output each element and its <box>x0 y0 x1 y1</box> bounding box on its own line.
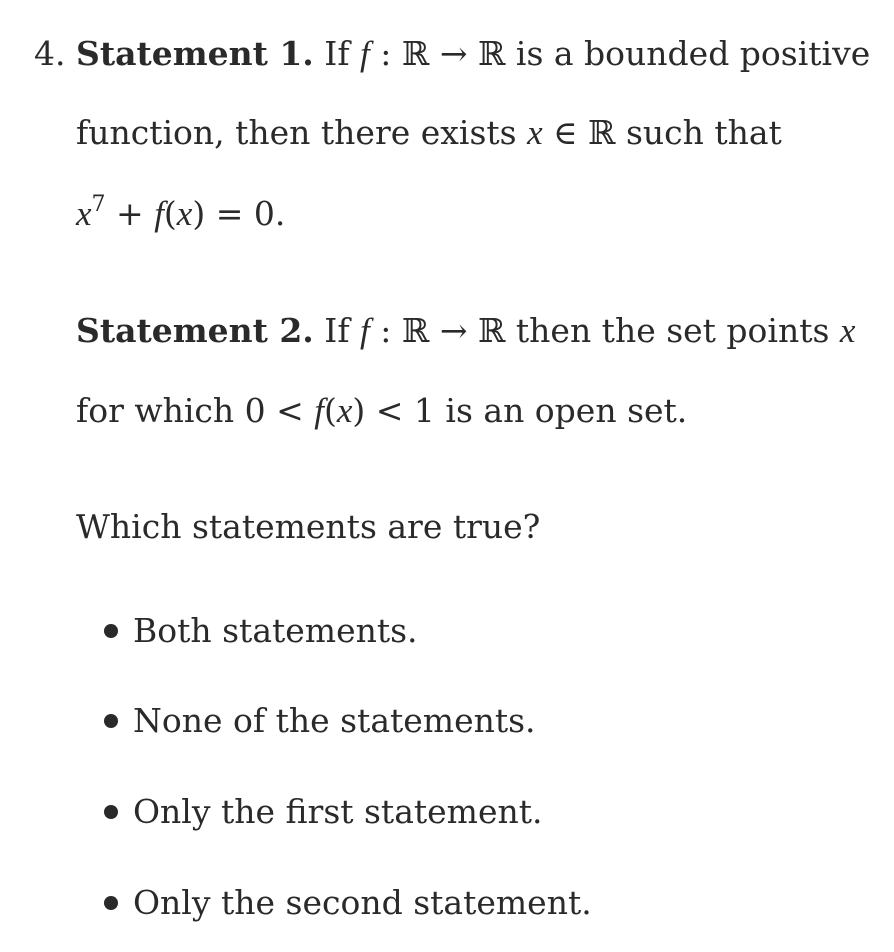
statement-1-text-2: function, then there exists x ∈ ℝ such that <box>76 113 782 152</box>
bullet-icon <box>104 805 118 819</box>
option-first: Only the first statement. <box>133 792 543 831</box>
option-both: Both statements. <box>133 611 418 650</box>
statement-2-text-1: If f : ℝ → ℝ then the set points x <box>324 311 856 350</box>
bullet-icon <box>104 896 118 910</box>
option-second: Only the second statement. <box>133 883 592 922</box>
statement-2-line-2 <box>76 391 687 431</box>
statement-2-label: Statement 2. <box>76 311 314 350</box>
statement-1-equation: $x^7 + f(x) = 0$. <box>76 192 286 233</box>
statement-1-label: Statement 1. <box>76 34 314 73</box>
statement-1-line-1 <box>34 34 870 74</box>
statement-1-line-3 <box>76 194 285 234</box>
statement-2-text-2: for which 0 < f(x) < 1 is an open set. <box>76 391 688 430</box>
question-number: 4. <box>34 34 66 73</box>
statement-1-text-1: If f : ℝ → ℝ is a bounded positive <box>324 34 871 73</box>
option-none: None of the statements. <box>133 701 536 740</box>
question-prompt: Which statements are true? <box>76 507 541 546</box>
bullet-icon <box>104 624 118 638</box>
statement-2-line-1 <box>76 311 855 351</box>
bullet-icon <box>104 714 118 728</box>
statement-1-line-2 <box>76 113 782 153</box>
